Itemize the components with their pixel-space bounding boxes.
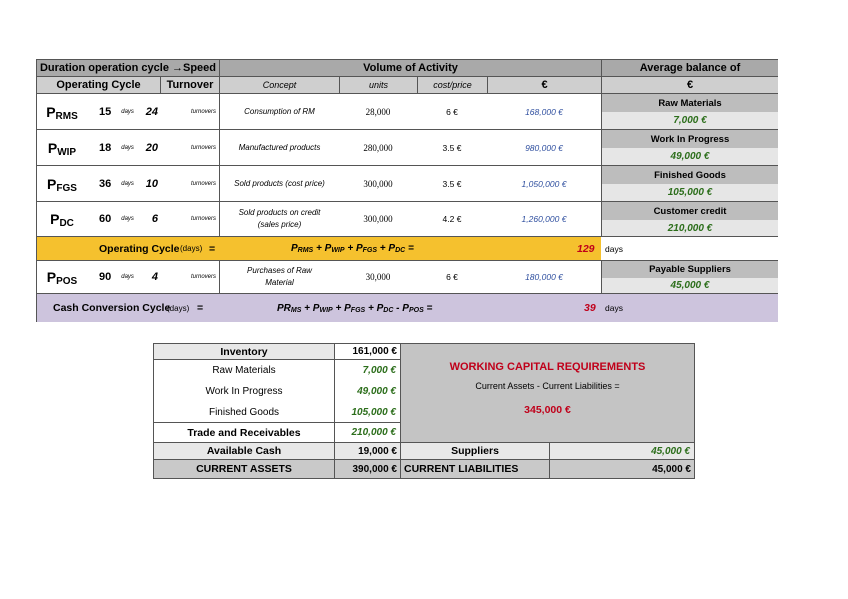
activity-units: 300,000: [363, 214, 393, 224]
formula-part: PR: [277, 302, 291, 314]
working-capital-table: [153, 343, 695, 479]
period-code-sub: DC: [59, 218, 74, 229]
activity-units: 280,000: [363, 142, 393, 153]
balance-value: 45,000 €: [601, 278, 778, 294]
period-code-main: P: [47, 175, 57, 192]
period-days-cell: [87, 202, 134, 237]
period-code-sub: RMS: [55, 110, 78, 122]
activity-price-cell: [417, 261, 487, 294]
formula-subscript: DC: [395, 247, 406, 254]
balance-label: Payable Suppliers: [601, 261, 778, 278]
raw-materials-label: Raw Materials: [212, 365, 276, 376]
trade-receivables-label: Trade and Receivables: [154, 423, 334, 443]
activity-units-cell: [339, 130, 417, 166]
period-turns-cell: [127, 130, 160, 166]
formula-part: + P: [365, 302, 384, 314]
period-turns-unit: turnovers: [190, 144, 216, 151]
operating-cycle-row: [37, 237, 601, 261]
period-turns: 20: [145, 141, 158, 154]
balance-value: 49,000 €: [601, 148, 778, 166]
balance-label: Work In Progress: [601, 130, 778, 148]
period-code: [37, 166, 87, 202]
formula-part: P: [291, 243, 298, 254]
period-turns: 10: [145, 177, 158, 190]
suppliers-value: 45,000 €: [549, 443, 694, 460]
operating-cycle-equals: =: [209, 242, 216, 255]
period-turns-unit-cell: [160, 94, 219, 130]
wip-label: Work In Progress: [205, 386, 283, 397]
formula-part: + P: [377, 243, 396, 254]
inventory-label: Inventory: [154, 344, 334, 360]
raw-materials-value: 7,000 €: [334, 360, 400, 381]
activity-units-cell: [339, 261, 417, 294]
activity-units-cell: [339, 94, 417, 130]
period-days-unit: days: [121, 274, 134, 280]
activity-amount: 168,000 €: [525, 106, 563, 117]
header-euro: €: [487, 77, 601, 94]
activity-concept: [219, 94, 339, 130]
header-turnover: Turnover: [160, 77, 219, 94]
period-turns-unit-cell: [160, 166, 219, 202]
period-days-unit: days: [121, 144, 134, 151]
available-cash-label: Available Cash: [154, 443, 334, 460]
period-turns: 6: [151, 213, 158, 225]
header-volume: Volume of Activity: [219, 60, 601, 77]
activity-price: 4.2 €: [442, 214, 462, 224]
activity-concept-text: Sold products on credit (sales price): [238, 208, 321, 229]
period-turns-cell: [127, 261, 160, 294]
formula-part: - P: [393, 302, 409, 314]
ccc-unit: (days): [167, 303, 190, 313]
activity-units: 300,000: [363, 178, 393, 189]
inventory-value: 161,000 €: [334, 344, 400, 360]
formula-subscript: FGS: [362, 247, 378, 254]
activity-amount: 980,000 €: [525, 142, 563, 153]
formula-part: + P: [301, 302, 320, 314]
activity-concept-text: Sold products (cost price): [234, 178, 325, 188]
header-concept: Concept: [219, 77, 339, 94]
activity-price-cell: [417, 166, 487, 202]
period-code-main: P: [46, 103, 56, 120]
operating-cycle-sheet: [36, 59, 778, 322]
header-average: Average balance of: [601, 60, 778, 77]
formula-subscript: POS: [408, 306, 424, 314]
period-turns-unit-cell: [160, 261, 219, 294]
period-days-cell: [87, 261, 134, 294]
ccc-value: 39: [584, 302, 596, 314]
activity-units: 30,000: [365, 272, 391, 282]
wcr-formula: Current Assets - Current Liabilities =: [475, 381, 620, 391]
activity-concept-text: Manufactured products: [238, 142, 321, 152]
activity-concept: [219, 130, 339, 166]
activity-amount: 1,050,000 €: [521, 178, 567, 189]
period-days: 36: [99, 177, 112, 190]
balance-value: 210,000 €: [601, 220, 778, 237]
period-turns-unit-cell: [160, 202, 219, 237]
activity-price-cell: [417, 202, 487, 237]
period-days: 15: [99, 105, 112, 118]
activity-price: 3.5 €: [442, 142, 462, 153]
period-code-sub: POS: [56, 276, 78, 287]
operating-cycle-value-unit: days: [605, 243, 623, 254]
period-days: 60: [99, 213, 112, 225]
header-duration: Duration operation cycle →Speed: [37, 60, 219, 77]
formula-part: + P: [332, 302, 351, 314]
ccc-label: Cash Conversion Cycle: [53, 302, 171, 314]
header-operating-cycle: Operating Cycle: [37, 77, 160, 94]
period-turns-unit: turnovers: [190, 216, 216, 222]
activity-amount: 1,260,000 €: [521, 214, 567, 224]
balance-value: 105,000 €: [601, 184, 778, 202]
activity-price: 6 €: [446, 272, 458, 282]
period-code-sub: WIP: [57, 146, 77, 158]
activity-amount-cell: [487, 130, 601, 166]
operating-cycle-unit-cell: [601, 237, 778, 261]
current-liabilities-value: 45,000 €: [549, 460, 694, 478]
formula-part: =: [405, 243, 414, 254]
activity-price: 6 €: [446, 106, 458, 117]
period-code: [37, 130, 87, 166]
activity-amount: 180,000 €: [525, 272, 563, 282]
activity-concept: [219, 166, 339, 202]
period-days-cell: [87, 94, 134, 130]
current-assets-label: CURRENT ASSETS: [154, 460, 334, 478]
current-liabilities-label: CURRENT LIABILITIES: [400, 460, 549, 478]
period-code: [37, 94, 87, 130]
period-days-cell: [87, 130, 134, 166]
period-turns-cell: [127, 202, 160, 237]
available-cash-value: 19,000 €: [334, 443, 400, 460]
period-code: [37, 261, 87, 294]
suppliers-label: Suppliers: [400, 443, 549, 460]
trade-receivables-value: 210,000 €: [334, 423, 400, 443]
activity-concept: [219, 202, 339, 237]
activity-concept-text: Consumption of RM: [244, 106, 315, 116]
period-code: [37, 202, 87, 237]
header-units: units: [339, 77, 417, 94]
activity-amount-cell: [487, 166, 601, 202]
formula-part: + P: [344, 243, 363, 254]
period-turns: 4: [151, 271, 158, 283]
cash-conversion-row: [37, 294, 778, 322]
period-turns-unit: turnovers: [190, 274, 216, 280]
activity-amount-cell: [487, 94, 601, 130]
period-code-main: P: [50, 211, 60, 227]
formula-subscript: DC: [383, 306, 394, 314]
finished-goods-label: Finished Goods: [154, 402, 334, 423]
period-code-main: P: [46, 269, 57, 285]
period-days: 18: [99, 141, 112, 154]
balance-label: Finished Goods: [601, 166, 778, 184]
formula-subscript: WIP: [331, 247, 345, 254]
formula-subscript: RMS: [297, 247, 314, 254]
balance-label: Customer credit: [601, 202, 778, 220]
activity-amount-cell: [487, 261, 601, 294]
formula-subscript: MS: [290, 306, 302, 314]
period-days-unit: days: [121, 216, 134, 222]
ccc-value-unit: days: [605, 303, 623, 313]
operating-cycle-label: Operating Cycle: [99, 242, 180, 255]
period-turns-unit: turnovers: [190, 108, 216, 115]
activity-concept-text: Purchases of Raw Material: [247, 266, 312, 287]
period-days: 90: [99, 271, 112, 283]
period-days-cell: [87, 166, 134, 202]
period-turns-cell: [127, 166, 160, 202]
activity-units-cell: [339, 202, 417, 237]
current-assets-value: 390,000 €: [334, 460, 400, 478]
formula-subscript: FGS: [350, 306, 366, 314]
period-turns-unit-cell: [160, 130, 219, 166]
ccc-equals: =: [197, 302, 204, 314]
period-turns-unit: turnovers: [190, 180, 216, 187]
activity-price-cell: [417, 94, 487, 130]
wcr-panel: [400, 344, 694, 443]
activity-units: 28,000: [365, 106, 391, 117]
activity-price-cell: [417, 130, 487, 166]
activity-price: 3.5 €: [442, 178, 462, 189]
formula-subscript: WIP: [319, 306, 333, 314]
wcr-title: WORKING CAPITAL REQUIREMENTS: [449, 361, 646, 373]
ccc-formula: [277, 303, 432, 314]
wip-value: 49,000 €: [334, 381, 400, 402]
activity-amount-cell: [487, 202, 601, 237]
operating-cycle-unit: (days): [180, 244, 203, 253]
wcr-result: 345,000 €: [524, 404, 571, 416]
period-turns-cell: [127, 94, 160, 130]
period-code-main: P: [47, 139, 58, 156]
period-turns: 24: [145, 105, 158, 118]
activity-units-cell: [339, 166, 417, 202]
finished-goods-value: 105,000 €: [334, 402, 400, 423]
period-days-unit: days: [121, 108, 134, 115]
operating-cycle-value: 129: [577, 242, 595, 255]
balance-label: Raw Materials: [601, 94, 778, 112]
period-code-sub: FGS: [56, 182, 77, 194]
header-cost-price: cost/price: [417, 77, 487, 94]
balance-value: 7,000 €: [601, 112, 778, 130]
formula-part: =: [423, 302, 433, 314]
period-days-unit: days: [121, 180, 134, 187]
activity-concept: [219, 261, 339, 294]
header-euro-balance: €: [601, 77, 778, 94]
formula-part: + P: [313, 243, 332, 254]
operating-cycle-formula: [291, 243, 414, 254]
